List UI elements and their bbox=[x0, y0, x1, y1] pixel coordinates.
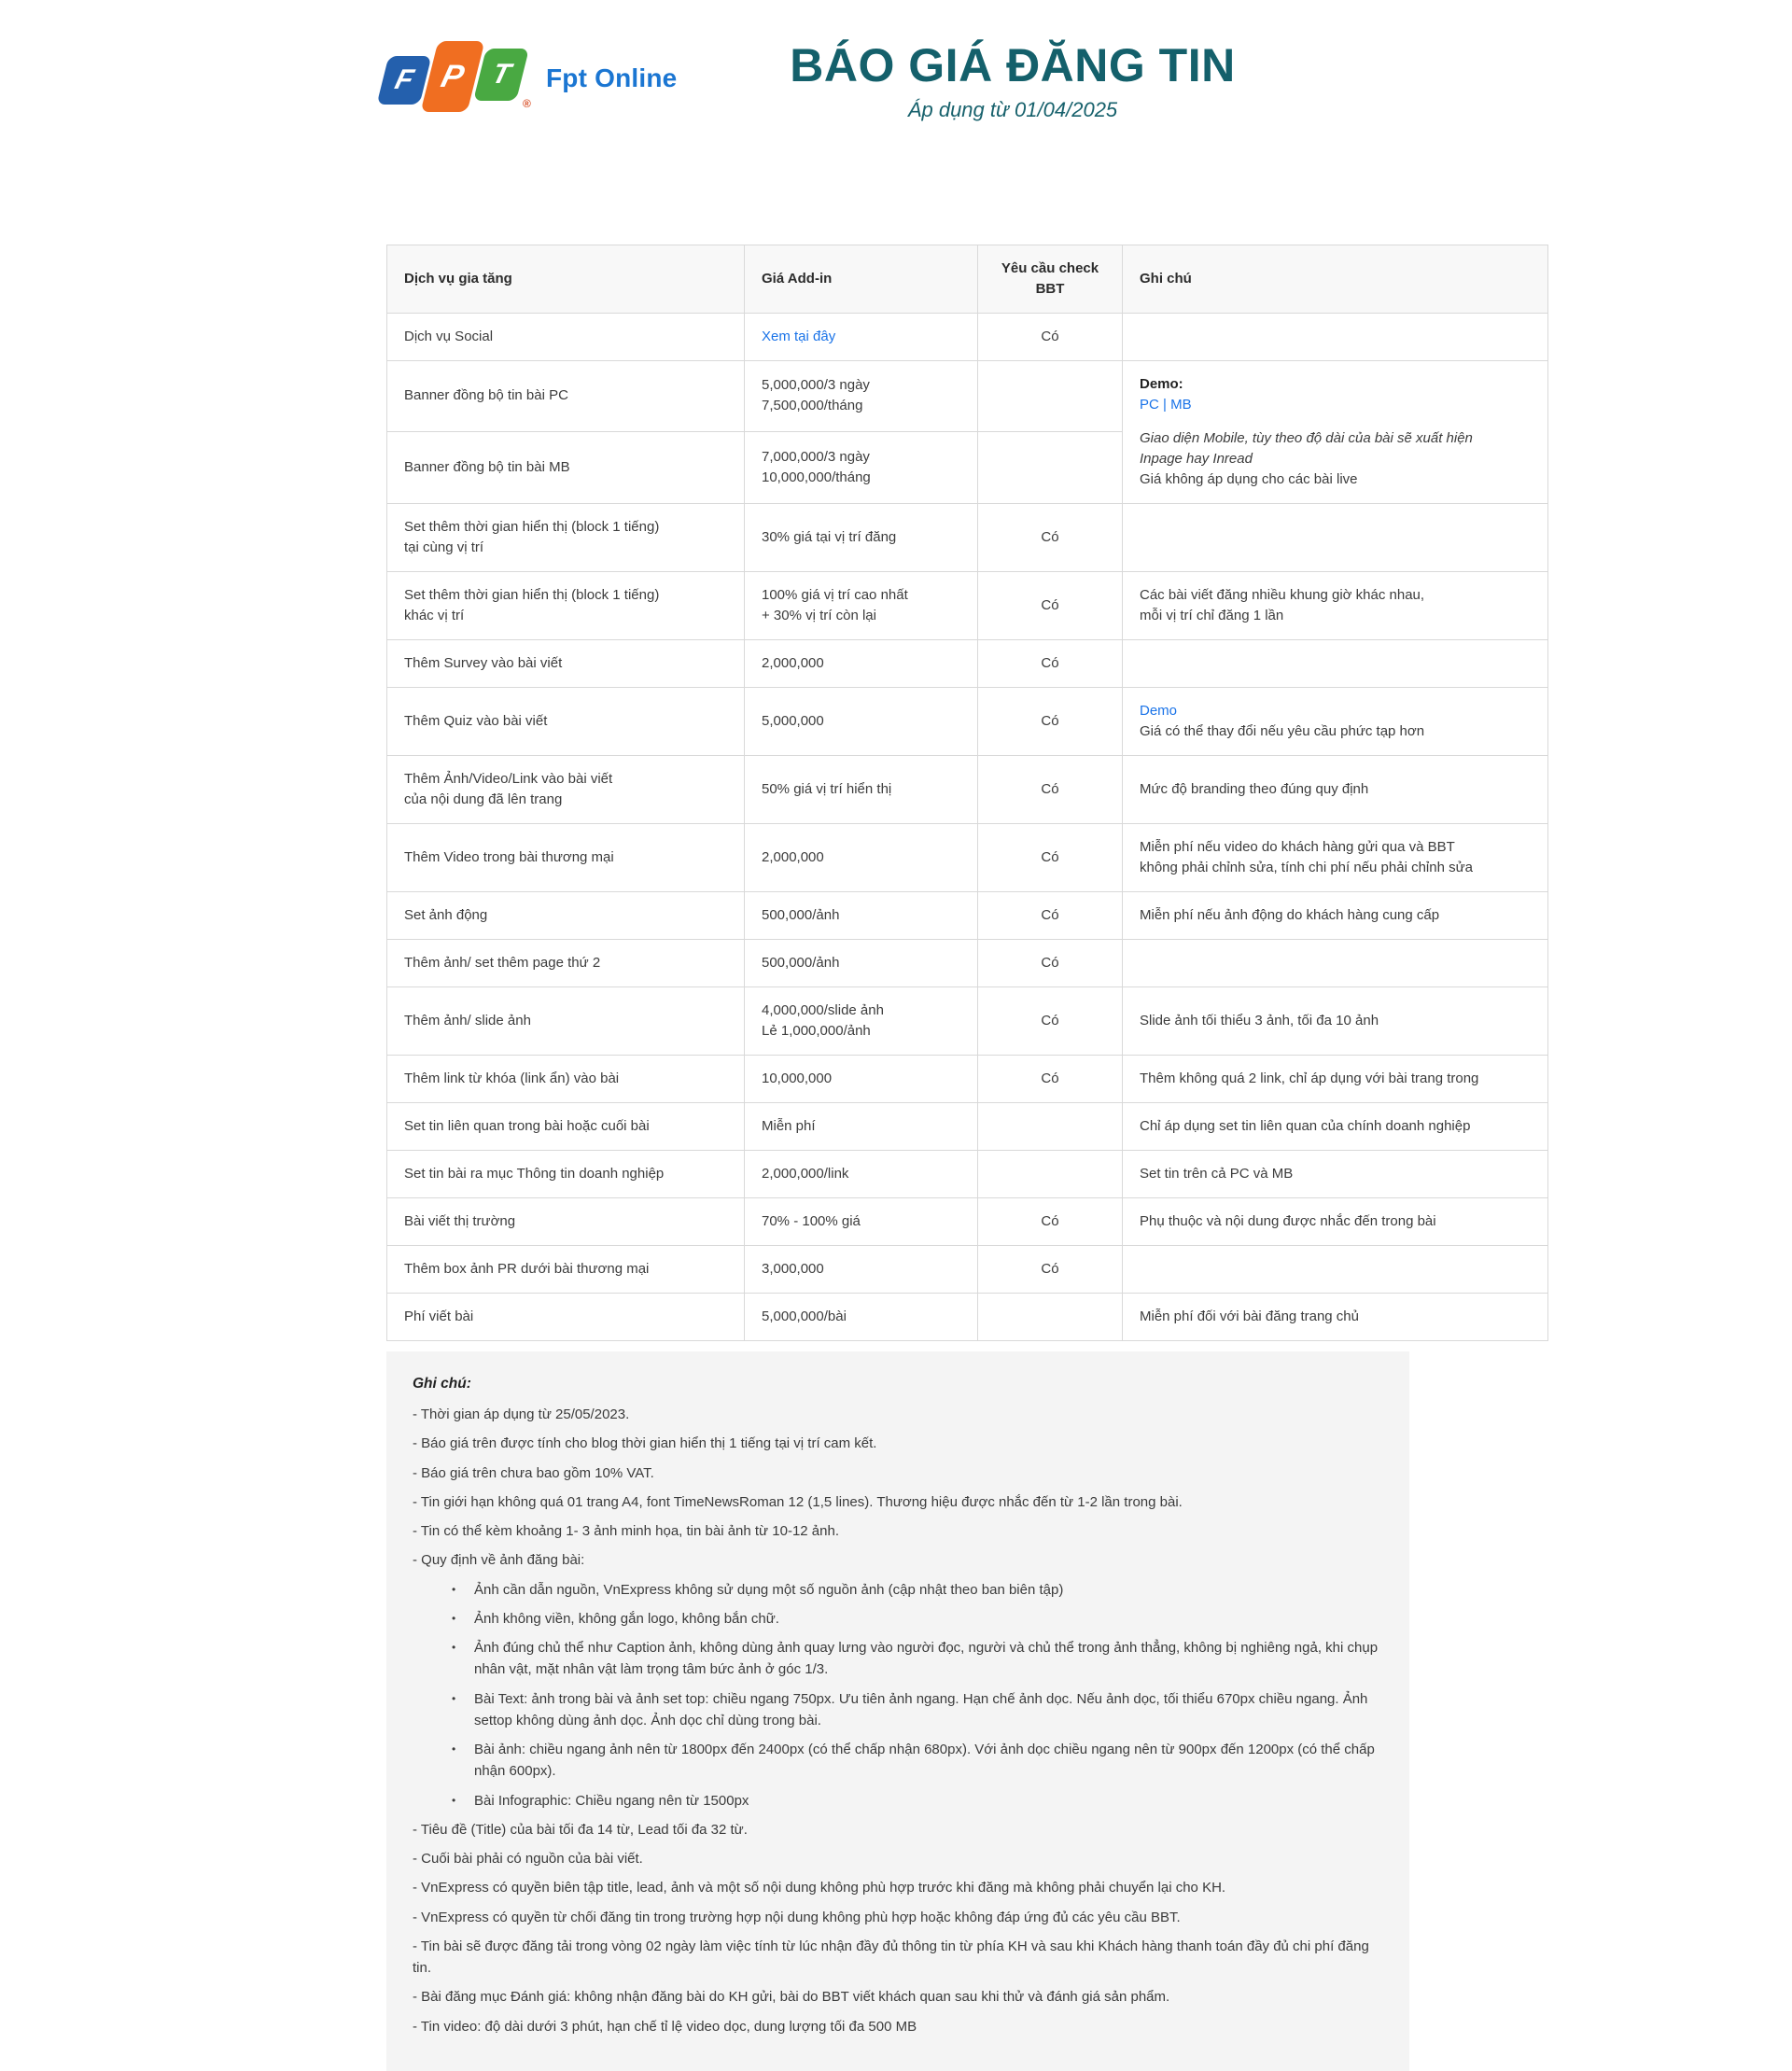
check-bbt-cell: Có bbox=[978, 1197, 1123, 1245]
check-bbt-cell: Có bbox=[978, 1245, 1123, 1293]
cell-line: Phụ thuộc và nội dung được nhắc đến trong bài bbox=[1140, 1212, 1436, 1229]
bullet-text: Bài ảnh: chiều ngang ảnh nên từ 1800px đến 2400px (có thể chấp nhận 680px). Với ảnh dọc chiều ngang nên từ 900px đến 1200px (có thể chấp nhận 600px). bbox=[474, 1742, 1375, 1780]
service-cell bbox=[387, 939, 745, 987]
cell-line: 70% - 100% giá bbox=[762, 1212, 861, 1229]
table-row bbox=[387, 360, 1548, 432]
service-cell bbox=[387, 571, 745, 639]
bullet-text: Bài Infographic: Chiều ngang nên từ 1500px bbox=[474, 1792, 749, 1809]
service-cell bbox=[387, 987, 745, 1055]
bullet-icon: • bbox=[452, 1691, 456, 1705]
price-cell bbox=[745, 1055, 978, 1102]
cell-line: Phí viết bài bbox=[404, 1308, 474, 1324]
table-row bbox=[387, 1293, 1548, 1340]
note-item: - Tin giới hạn không quá 01 trang A4, font TimeNewsRoman 12 (1,5 lines). Thương hiệu được nhắc đến từ 1-2 lần trong bài. bbox=[413, 1493, 1183, 1510]
service-cell bbox=[387, 1102, 745, 1150]
cell-line: 4,000,000/slide ảnh bbox=[762, 1001, 884, 1018]
note-item: - Cuối bài phải có nguồn của bài viết. bbox=[413, 1851, 643, 1867]
cell-line: Set tin bài ra mục Thông tin doanh nghiệp bbox=[404, 1165, 665, 1182]
cell-line: Set ảnh động bbox=[404, 906, 488, 923]
cell-line: Giá có thể thay đổi nếu yêu cầu phức tạp hơn bbox=[1140, 722, 1425, 739]
cell-link[interactable]: Demo bbox=[1140, 702, 1178, 719]
bullet-icon: • bbox=[452, 1641, 456, 1654]
bullet-text: Ảnh không viền, không gắn logo, không bắn chữ. bbox=[474, 1610, 779, 1627]
cell-line: 2,000,000 bbox=[762, 654, 824, 671]
table-row bbox=[387, 687, 1548, 755]
price-cell bbox=[745, 987, 978, 1055]
cell-line: Demo: bbox=[1140, 375, 1183, 392]
cell-line: 100% giá vị trí cao nhất bbox=[762, 586, 908, 603]
service-cell bbox=[387, 503, 745, 571]
note-cell bbox=[1123, 1102, 1548, 1150]
note-item: - Quy định về ảnh đăng bài: bbox=[413, 1552, 585, 1569]
check-bbt-cell bbox=[978, 432, 1123, 504]
note-bullet bbox=[452, 1579, 1381, 1601]
table-row bbox=[387, 1245, 1548, 1293]
fpt-logo-p-shape bbox=[421, 41, 485, 112]
note-bullet bbox=[452, 1688, 1381, 1732]
check-bbt-cell: Có bbox=[978, 939, 1123, 987]
notes-heading: Ghi chú: bbox=[413, 1376, 471, 1392]
fpt-online-wordmark: Fpt Online bbox=[546, 63, 678, 92]
pricing-table bbox=[386, 245, 1548, 1341]
bullet-text: Ảnh cần dẫn nguồn, VnExpress không sử dụng một số nguồn ảnh (cập nhật theo ban biên tập) bbox=[474, 1581, 1064, 1598]
fpt-logo-letter-f: F bbox=[391, 64, 417, 95]
note-item: - VnExpress có quyền biên tập title, lead, ảnh và một số nội dung không phù hợp trước khi đăng mà không phải chuyển lại cho KH. bbox=[413, 1880, 1226, 1896]
bullet-icon: • bbox=[452, 1582, 456, 1596]
note-cell bbox=[1123, 1293, 1548, 1340]
table-row bbox=[387, 755, 1548, 823]
bullet-icon: • bbox=[452, 1611, 456, 1625]
check-bbt-cell: Có bbox=[978, 1055, 1123, 1102]
cell-line: Miễn phí nếu ảnh động do khách hàng cung cấp bbox=[1140, 906, 1440, 923]
cell-line: Thêm box ảnh PR dưới bài thương mại bbox=[404, 1260, 650, 1277]
cell-line: 10,000,000/tháng bbox=[762, 469, 871, 485]
cell-line: Banner đồng bộ tin bài PC bbox=[404, 387, 568, 404]
price-cell bbox=[745, 503, 978, 571]
cell-line: Set tin liên quan trong bài hoặc cuối bài bbox=[404, 1117, 650, 1134]
price-cell bbox=[745, 313, 978, 360]
cell-line: Miễn phí đối với bài đăng trang chủ bbox=[1140, 1308, 1359, 1324]
title-block bbox=[644, 41, 1381, 122]
note-cell bbox=[1123, 360, 1548, 503]
check-bbt-cell: Có bbox=[978, 571, 1123, 639]
cell-line: 10,000,000 bbox=[762, 1070, 833, 1086]
note-bullet bbox=[452, 1637, 1381, 1681]
service-cell bbox=[387, 1245, 745, 1293]
note-cell bbox=[1123, 503, 1548, 571]
bullet-text: Ảnh đúng chủ thể như Caption ảnh, không dùng ảnh quay lưng vào người đọc, người và chủ thể trong ảnh thẳng, không bị nghiêng ngả, khi chụp nhân vật, mặt nhân vật làm trọng tâm bức ảnh ở góc 1/3. bbox=[474, 1640, 1379, 1678]
check-bbt-cell: Có bbox=[978, 503, 1123, 571]
note-item: - Báo giá trên chưa bao gồm 10% VAT. bbox=[413, 1464, 654, 1481]
cell-link[interactable]: Xem tại đây bbox=[762, 328, 836, 344]
cell-line: của nội dung đã lên trang bbox=[404, 791, 563, 807]
service-cell bbox=[387, 639, 745, 687]
table-row bbox=[387, 1102, 1548, 1150]
cell-line: 7,000,000/3 ngày bbox=[762, 448, 870, 465]
check-bbt-cell: Có bbox=[978, 891, 1123, 939]
price-cell bbox=[745, 639, 978, 687]
check-bbt-cell: Có bbox=[978, 755, 1123, 823]
price-cell bbox=[745, 360, 978, 432]
fpt-logo bbox=[381, 39, 539, 118]
bullet-text: Bài Text: ảnh trong bài và ảnh set top: chiều ngang 750px. Ưu tiên ảnh ngang. Hạn chế ảnh dọc. Nếu ảnh dọc, tối thiểu 670px chiều ngang. Ảnh settop không dùng ảnh dọc. Ảnh dọc chỉ dùng trong bài. bbox=[474, 1690, 1368, 1728]
cell-line: + 30% vị trí còn lại bbox=[762, 607, 876, 623]
note-item: - Thời gian áp dụng từ 25/05/2023. bbox=[413, 1406, 630, 1422]
check-bbt-cell bbox=[978, 360, 1123, 432]
cell-line: 2,000,000/link bbox=[762, 1165, 849, 1182]
service-cell bbox=[387, 1055, 745, 1102]
note-item: - Tiêu đề (Title) của bài tối đa 14 từ, Lead tối đa 32 từ. bbox=[413, 1821, 748, 1838]
table-row bbox=[387, 1055, 1548, 1102]
table-row bbox=[387, 891, 1548, 939]
note-bullet bbox=[452, 1790, 1381, 1812]
note-item: - Báo giá trên được tính cho blog thời gian hiển thị 1 tiếng tại vị trí cam kết. bbox=[413, 1435, 877, 1452]
service-cell bbox=[387, 432, 745, 504]
cell-line: Thêm Survey vào bài viết bbox=[404, 654, 563, 671]
price-cell bbox=[745, 823, 978, 891]
cell-line: Chỉ áp dụng set tin liên quan của chính doanh nghiệp bbox=[1140, 1117, 1471, 1134]
page-subtitle: Áp dụng từ 01/04/2025 bbox=[907, 97, 1118, 121]
cell-link[interactable]: PC | MB bbox=[1140, 396, 1192, 413]
table-row bbox=[387, 571, 1548, 639]
cell-line: Thêm Ảnh/Video/Link vào bài viết bbox=[404, 770, 613, 787]
note-cell bbox=[1123, 639, 1548, 687]
service-cell bbox=[387, 823, 745, 891]
cell-line: Miễn phí bbox=[762, 1117, 816, 1134]
bullet-icon: • bbox=[452, 1793, 456, 1807]
page-title: BÁO GIÁ ĐĂNG TIN bbox=[790, 39, 1236, 91]
cell-line: 5,000,000/3 ngày bbox=[762, 377, 870, 394]
note-cell bbox=[1123, 891, 1548, 939]
cell-line: Dịch vụ Social bbox=[404, 328, 494, 344]
note-cell bbox=[1123, 313, 1548, 360]
check-bbt-cell: Có bbox=[978, 687, 1123, 755]
check-bbt-cell bbox=[978, 1293, 1123, 1340]
fpt-logo-letter-p: P bbox=[438, 58, 469, 94]
cell-line: 30% giá tại vị trí đăng bbox=[762, 528, 897, 545]
note-cell bbox=[1123, 571, 1548, 639]
price-cell bbox=[745, 1245, 978, 1293]
note-cell bbox=[1123, 939, 1548, 987]
cell-line: Giao diện Mobile, tùy theo độ dài của bài sẽ xuất hiện bbox=[1140, 429, 1473, 446]
cell-line: Slide ảnh tối thiểu 3 ảnh, tối đa 10 ảnh bbox=[1140, 1012, 1379, 1029]
check-bbt-cell: Có bbox=[978, 639, 1123, 687]
check-bbt-cell bbox=[978, 1150, 1123, 1197]
note-item: - Tin video: độ dài dưới 3 phút, hạn chế tỉ lệ video dọc, dung lượng tối đa 500 MB bbox=[413, 2018, 917, 2035]
service-cell bbox=[387, 687, 745, 755]
cell-line: Miễn phí nếu video do khách hàng gửi qua và BBT bbox=[1140, 838, 1455, 855]
pricing-table-body bbox=[387, 313, 1548, 1340]
column-header-price: Giá Add-in bbox=[745, 245, 978, 314]
note-cell bbox=[1123, 1245, 1548, 1293]
table-row bbox=[387, 823, 1548, 891]
cell-line: Banner đồng bộ tin bài MB bbox=[404, 458, 570, 475]
service-cell bbox=[387, 1197, 745, 1245]
note-cell bbox=[1123, 687, 1548, 755]
check-bbt-cell bbox=[978, 1102, 1123, 1150]
note-cell bbox=[1123, 755, 1548, 823]
check-bbt-cell: Có bbox=[978, 823, 1123, 891]
header-row bbox=[387, 245, 1548, 314]
cell-line: không phải chỉnh sửa, tính chi phí nếu phải chỉnh sửa bbox=[1140, 859, 1473, 875]
service-cell bbox=[387, 891, 745, 939]
table-row bbox=[387, 1150, 1548, 1197]
pricing-table-head bbox=[387, 245, 1548, 314]
cell-line: 500,000/ảnh bbox=[762, 954, 840, 971]
cell-line: khác vị trí bbox=[404, 607, 465, 623]
price-cell bbox=[745, 755, 978, 823]
cell-line: Lẻ 1,000,000/ảnh bbox=[762, 1022, 871, 1039]
cell-line: 5,000,000 bbox=[762, 712, 824, 729]
cell-line: 3,000,000 bbox=[762, 1260, 824, 1277]
column-header-check-bbt: Yêu cầu check BBT bbox=[978, 245, 1123, 314]
note-item: - VnExpress có quyền từ chối đăng tin trong trường hợp nội dung không phù hợp hoặc không đáp ứng đủ các yêu cầu BBT. bbox=[413, 1909, 1181, 1925]
service-cell bbox=[387, 313, 745, 360]
cell-line: Thêm ảnh/ set thêm page thứ 2 bbox=[404, 954, 601, 971]
cell-line: Thêm link từ khóa (link ẩn) vào bài bbox=[404, 1070, 620, 1086]
cell-line: Thêm Video trong bài thương mại bbox=[404, 848, 614, 865]
note-cell bbox=[1123, 1197, 1548, 1245]
cell-line: Giá không áp dụng cho các bài live bbox=[1140, 470, 1358, 487]
price-cell bbox=[745, 891, 978, 939]
service-cell bbox=[387, 360, 745, 432]
cell-line: 7,500,000/tháng bbox=[762, 398, 863, 414]
cell-line: Thêm không quá 2 link, chỉ áp dụng với bài trang trong bbox=[1140, 1070, 1479, 1086]
column-header-service: Dịch vụ gia tăng bbox=[387, 245, 745, 314]
table-row bbox=[387, 313, 1548, 360]
table-row bbox=[387, 639, 1548, 687]
notes-section bbox=[386, 1351, 1409, 2071]
cell-line: 500,000/ảnh bbox=[762, 906, 840, 923]
note-cell bbox=[1123, 1150, 1548, 1197]
note-bullet bbox=[452, 1739, 1381, 1783]
table-row bbox=[387, 503, 1548, 571]
price-cell bbox=[745, 1150, 978, 1197]
cell-line: Thêm Quiz vào bài viết bbox=[404, 712, 548, 729]
cell-line: 50% giá vị trí hiển thị bbox=[762, 780, 892, 797]
cell-line: tại cùng vị trí bbox=[404, 539, 484, 555]
fpt-logo-letter-t: T bbox=[488, 59, 514, 90]
cell-line: 2,000,000 bbox=[762, 848, 824, 865]
cell-line: 5,000,000/bài bbox=[762, 1308, 847, 1324]
service-cell bbox=[387, 1293, 745, 1340]
document-header bbox=[0, 0, 1792, 187]
cell-line: Bài viết thị trường bbox=[404, 1212, 516, 1229]
price-cell bbox=[745, 1293, 978, 1340]
cell-line: Thêm ảnh/ slide ảnh bbox=[404, 1012, 531, 1029]
service-cell bbox=[387, 1150, 745, 1197]
check-bbt-cell: Có bbox=[978, 987, 1123, 1055]
fpt-logo-t-shape bbox=[473, 49, 529, 101]
registered-trademark-icon: ® bbox=[523, 97, 531, 110]
note-item: - Bài đăng mục Đánh giá: không nhận đăng bài do KH gửi, bài do BBT viết khách quan sau khi thử và đánh giá sản phẩm. bbox=[413, 1989, 1170, 2006]
price-cell bbox=[745, 687, 978, 755]
service-cell bbox=[387, 755, 745, 823]
table-row bbox=[387, 987, 1548, 1055]
note-cell bbox=[1123, 823, 1548, 891]
column-header-note: Ghi chú bbox=[1123, 245, 1548, 314]
price-cell bbox=[745, 1102, 978, 1150]
note-cell bbox=[1123, 1055, 1548, 1102]
bullet-icon: • bbox=[452, 1742, 456, 1756]
cell-line: Set thêm thời gian hiển thị (block 1 tiếng) bbox=[404, 586, 660, 603]
check-bbt-cell: Có bbox=[978, 313, 1123, 360]
cell-line: mỗi vị trí chỉ đăng 1 lần bbox=[1140, 607, 1284, 623]
cell-line: Mức độ branding theo đúng quy định bbox=[1140, 780, 1369, 797]
table-row bbox=[387, 939, 1548, 987]
cell-line: Các bài viết đăng nhiều khung giờ khác nhau, bbox=[1140, 586, 1425, 603]
note-item: - Tin bài sẽ được đăng tải trong vòng 02 ngày làm việc tính từ lúc nhận đầy đủ thông tin từ phía KH và sau khi Khách hàng thanh toán đầy đủ chi phí đăng tin. bbox=[413, 1938, 1369, 1976]
cell-line: Set tin trên cả PC và MB bbox=[1140, 1165, 1294, 1182]
price-cell bbox=[745, 432, 978, 504]
price-cell bbox=[745, 939, 978, 987]
price-cell bbox=[745, 1197, 978, 1245]
price-cell bbox=[745, 571, 978, 639]
cell-line: Set thêm thời gian hiển thị (block 1 tiếng) bbox=[404, 518, 660, 535]
note-cell bbox=[1123, 987, 1548, 1055]
cell-line: Inpage hay Inread bbox=[1140, 450, 1253, 467]
note-item: - Tin có thể kèm khoảng 1- 3 ảnh minh họa, tin bài ảnh từ 10-12 ảnh. bbox=[413, 1523, 839, 1539]
table-row bbox=[387, 1197, 1548, 1245]
notes-list bbox=[413, 1404, 1381, 2037]
note-bullet bbox=[452, 1608, 1381, 1630]
